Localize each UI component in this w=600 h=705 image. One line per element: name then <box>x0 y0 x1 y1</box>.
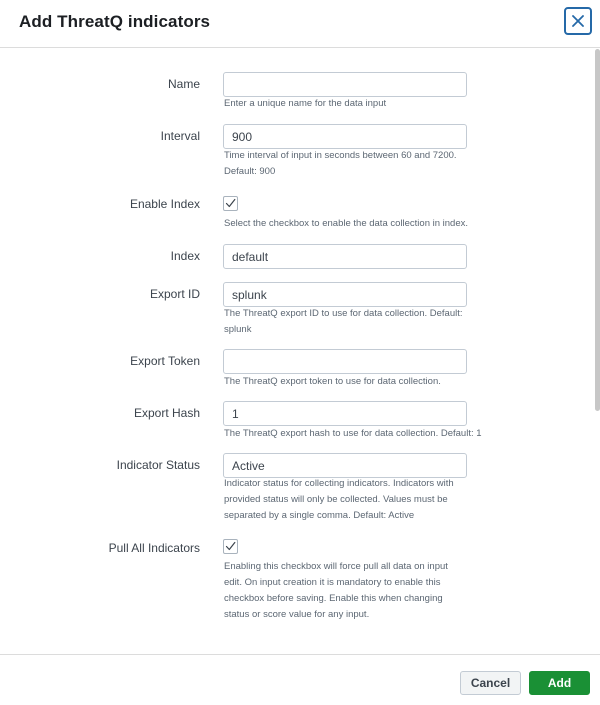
export-id-help: The ThreatQ export ID to use for data collection. Default: splunk <box>224 308 463 335</box>
indicator-status-label: Indicator Status <box>116 458 200 472</box>
export-hash-input[interactable] <box>223 401 467 426</box>
export-id-label: Export ID <box>149 287 200 301</box>
name-help: Enter a unique name for the data input <box>224 98 387 109</box>
checkmark-icon <box>225 198 236 209</box>
interval-help: Time interval of input in seconds between 60 and 7200. Default: 900 <box>224 150 457 177</box>
dialog-footer <box>0 654 600 705</box>
cancel-button[interactable]: Cancel <box>460 671 521 695</box>
pull-all-indicators-help: Enabling this checkbox will force pull all data on input edit. On input creation it is mandatory to enable this checkbox before saving. Enable this when changing status or score value for any input. <box>224 561 448 620</box>
close-button[interactable] <box>564 7 592 35</box>
indicator-status-input[interactable] <box>223 453 467 478</box>
pull-all-indicators-label: Pull All Indicators <box>108 541 200 555</box>
export-token-label: Export Token <box>130 354 200 368</box>
enable-index-help: Select the checkbox to enable the data collection in index. <box>224 218 468 229</box>
scrollbar[interactable] <box>595 49 600 411</box>
name-label: Name <box>167 77 200 91</box>
indicator-status-help: Indicator status for collecting indicators. Indicators with provided status will only be collected. Values must be separated by a single comma. Default: Active <box>224 478 454 521</box>
export-token-input[interactable] <box>223 349 467 374</box>
interval-input[interactable] <box>223 124 467 149</box>
export-hash-help: The ThreatQ export hash to use for data collection. Default: 1 <box>224 428 482 439</box>
dialog-title: Add ThreatQ indicators <box>19 12 211 31</box>
export-token-help: The ThreatQ export token to use for data collection. <box>224 376 441 387</box>
dialog-body <box>0 49 600 654</box>
index-label: Index <box>170 249 200 263</box>
export-id-input[interactable] <box>223 282 467 307</box>
enable-index-checkbox[interactable] <box>223 196 238 211</box>
enable-index-label: Enable Index <box>129 197 200 211</box>
export-hash-label: Export Hash <box>133 406 200 420</box>
close-icon <box>572 15 584 27</box>
index-input[interactable] <box>223 244 467 269</box>
add-button[interactable]: Add <box>529 671 590 695</box>
interval-label: Interval <box>160 129 200 143</box>
name-input[interactable] <box>223 72 467 97</box>
checkmark-icon <box>225 541 236 552</box>
pull-all-indicators-checkbox[interactable] <box>223 539 238 554</box>
dialog-header <box>0 0 600 48</box>
